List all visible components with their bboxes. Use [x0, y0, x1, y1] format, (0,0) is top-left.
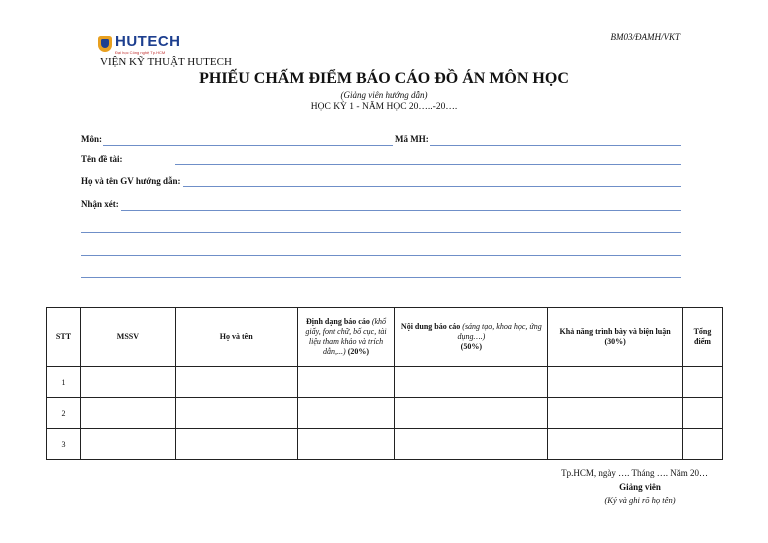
header-content — [395, 308, 548, 367]
cell-format[interactable] — [297, 398, 395, 429]
topic-label: Tên đề tài: — [81, 154, 123, 164]
header-content-pct: (50%) — [460, 342, 482, 351]
cell-mssv[interactable] — [80, 367, 175, 398]
comments-line-3[interactable] — [81, 255, 681, 256]
logo-subtext: Đại học Công nghệ Tp.HCM — [115, 50, 166, 55]
header-name: Họ và tên — [175, 308, 297, 367]
table-row — [47, 429, 723, 460]
cell-name[interactable] — [175, 367, 297, 398]
header-content-title: Nội dung báo cáo — [400, 322, 461, 331]
cell-mssv[interactable] — [80, 429, 175, 460]
cell-format[interactable] — [297, 429, 395, 460]
comments-label: Nhận xét: — [81, 199, 119, 209]
subject-label: Môn: — [81, 134, 102, 144]
comments-line-2[interactable] — [81, 232, 681, 233]
header-format-title: Định dạng báo cáo — [306, 317, 370, 326]
subject-line[interactable] — [103, 145, 393, 146]
shield-icon — [98, 36, 112, 52]
cell-name[interactable] — [175, 398, 297, 429]
row-stt: 3 — [47, 429, 81, 460]
header-mssv: MSSV — [80, 308, 175, 367]
header-content-detail: (sáng tạo, khoa học, ứng dụng….) — [457, 322, 542, 341]
header-total: Tổng điểm — [683, 308, 723, 367]
place-date: Tp.HCM, ngày …. Tháng …. Năm 20… — [561, 468, 708, 478]
cell-name[interactable] — [175, 429, 297, 460]
cell-total[interactable] — [683, 367, 723, 398]
subject-code-label: Mã MH: — [395, 134, 429, 144]
row-stt: 2 — [47, 398, 81, 429]
header-presentation — [548, 308, 683, 367]
cell-presentation[interactable] — [548, 398, 683, 429]
cell-content[interactable] — [395, 367, 548, 398]
semester-line: HỌC KỲ 1 - NĂM HỌC 20…..-20…. — [310, 102, 458, 112]
header-stt: STT — [47, 308, 81, 367]
institute-name: VIỆN KỸ THUẬT HUTECH — [100, 56, 232, 68]
cell-presentation[interactable] — [548, 367, 683, 398]
table-header-row — [47, 308, 723, 367]
comments-line-1[interactable] — [121, 210, 681, 211]
header-presentation-title: Khả năng trình bày và biện luận — [559, 327, 671, 336]
logo-text: HUTECH — [115, 33, 181, 50]
page-subtitle: (Giảng viên hướng dẫn) — [340, 90, 428, 100]
cell-mssv[interactable] — [80, 398, 175, 429]
page-title: PHIẾU CHẤM ĐIỂM BÁO CÁO ĐỒ ÁN MÔN HỌC — [199, 70, 569, 87]
topic-line[interactable] — [175, 164, 681, 165]
header-format-pct: (20%) — [347, 347, 370, 356]
advisor-line[interactable] — [183, 186, 681, 187]
cell-presentation[interactable] — [548, 429, 683, 460]
cell-content[interactable] — [395, 429, 548, 460]
cell-total[interactable] — [683, 429, 723, 460]
table-row — [47, 367, 723, 398]
header-format-detail: (khổ giấy, font chữ, bố cục, tài liệu tham khảo và trích dẫn,...) — [305, 317, 387, 356]
comments-line-4[interactable] — [81, 277, 681, 278]
header-format — [297, 308, 395, 367]
signer-title: Giảng viên — [619, 482, 661, 492]
row-stt: 1 — [47, 367, 81, 398]
hutech-logo — [98, 34, 188, 56]
subject-code-line[interactable] — [430, 145, 681, 146]
signature-note: (Ký và ghi rõ họ tên) — [604, 495, 676, 505]
cell-format[interactable] — [297, 367, 395, 398]
form-code: BM03/ĐAMH/VKT — [610, 32, 680, 42]
cell-total[interactable] — [683, 398, 723, 429]
cell-content[interactable] — [395, 398, 548, 429]
header-presentation-pct: (30%) — [604, 337, 626, 346]
advisor-label: Họ và tên GV hướng dẫn: — [81, 176, 181, 186]
table-row — [47, 398, 723, 429]
grade-table — [46, 307, 723, 460]
